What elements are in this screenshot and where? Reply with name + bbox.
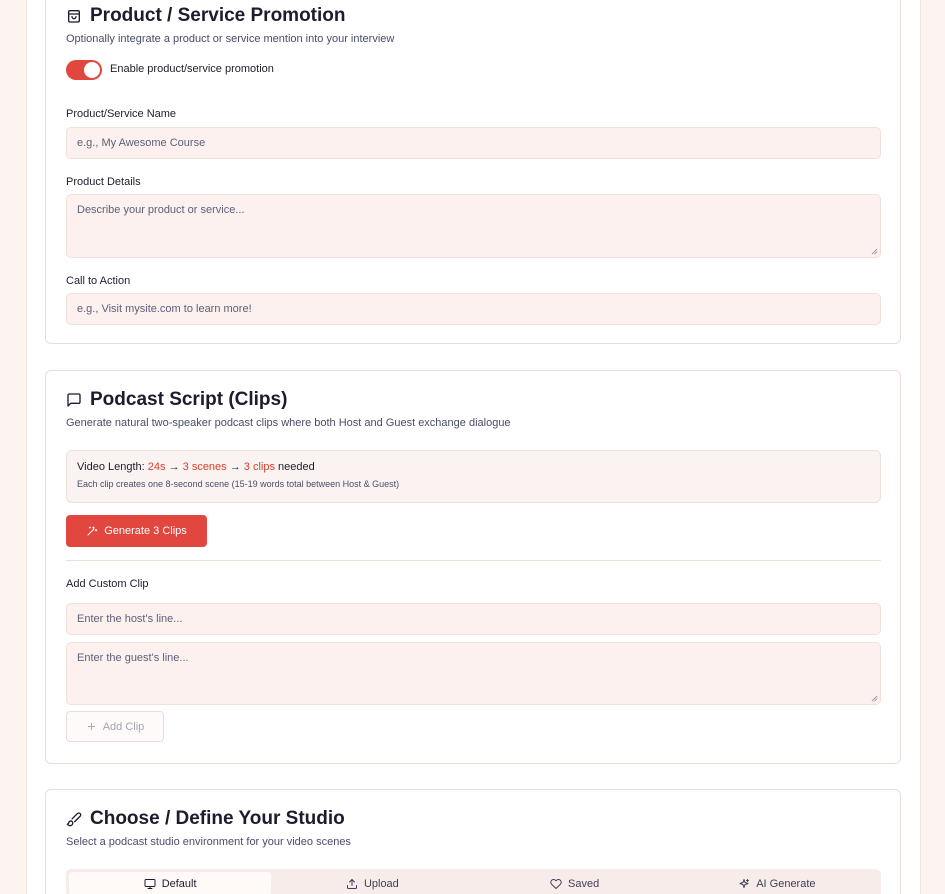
studio-subtitle: Select a podcast studio environment for your video scenes: [66, 836, 351, 848]
promotion-title-text: Product / Service Promotion: [90, 5, 346, 26]
arrow-2: →: [229, 461, 241, 473]
monitor-icon: [144, 878, 156, 890]
tab-ai-generate[interactable]: [676, 872, 878, 894]
product-details-label: Product Details: [66, 176, 141, 188]
product-name-placeholder: e.g., My Awesome Course: [77, 137, 206, 149]
brush-icon: [66, 811, 82, 827]
divider: [66, 560, 881, 561]
studio-tabs: [66, 869, 881, 894]
tab-saved-label: Saved: [568, 878, 600, 890]
plus-icon: [86, 721, 97, 732]
generate-clips-label: Generate 3 Clips: [104, 525, 187, 537]
add-clip-button[interactable]: [66, 711, 164, 742]
needed-text: needed: [278, 461, 315, 473]
resize-handle-icon[interactable]: [871, 248, 878, 255]
script-title: [66, 389, 287, 411]
video-length-value: 24s: [147, 461, 166, 473]
promotion-toggle[interactable]: [66, 60, 102, 80]
guest-line-placeholder: Enter the guest's line...: [77, 652, 189, 664]
add-clip-label: Add Clip: [102, 720, 145, 733]
message-square-icon: [66, 392, 82, 408]
generate-clips-button[interactable]: [66, 515, 207, 547]
sparkles-icon: [738, 878, 750, 890]
toggle-knob: [84, 62, 100, 78]
host-line-input[interactable]: [66, 603, 881, 635]
cta-label: Call to Action: [66, 275, 131, 287]
tab-default-label: Default: [161, 878, 197, 890]
tab-upload-label: Upload: [363, 878, 399, 890]
studio-title: [66, 808, 345, 830]
promotion-subtitle: Optionally integrate a product or service mention into your interview: [66, 33, 395, 45]
studio-card: [45, 789, 901, 894]
tab-upload[interactable]: [271, 872, 473, 894]
tab-ai-generate-label: AI Generate: [756, 878, 816, 890]
script-card: [45, 370, 901, 764]
product-name-input[interactable]: [66, 127, 881, 159]
promotion-title: [66, 5, 346, 27]
video-length-label: Video Length:: [77, 461, 145, 473]
product-details-textarea[interactable]: [66, 194, 881, 258]
video-length-info: [66, 450, 881, 503]
heart-icon: [550, 878, 562, 890]
promotion-toggle-label: Enable product/service promotion: [110, 63, 274, 75]
video-length-line: [77, 461, 315, 473]
cta-placeholder: e.g., Visit mysite.com to learn more!: [77, 303, 252, 315]
clip-note: Each clip creates one 8-second scene (15-19 words total between Host & Guest): [77, 479, 400, 489]
product-details-placeholder: Describe your product or service...: [77, 204, 245, 216]
wand-icon: [86, 525, 98, 537]
host-line-placeholder: Enter the host's line...: [77, 613, 183, 625]
custom-clip-label: Add Custom Clip: [66, 578, 149, 590]
shopping-bag-icon: [66, 8, 82, 24]
promotion-card: [45, 0, 901, 344]
scenes-count: 3 scenes: [182, 461, 227, 473]
tab-default[interactable]: [69, 872, 271, 894]
clips-count: 3 clips: [243, 461, 275, 473]
guest-line-textarea[interactable]: [66, 642, 881, 705]
upload-icon: [346, 878, 358, 890]
script-subtitle: Generate natural two-speaker podcast clips where both Host and Guest exchange dialogue: [66, 417, 511, 429]
script-title-text: Podcast Script (Clips): [90, 389, 288, 410]
resize-handle-icon[interactable]: [871, 695, 878, 702]
studio-title-text: Choose / Define Your Studio: [90, 808, 345, 829]
tab-saved[interactable]: [474, 872, 676, 894]
cta-input[interactable]: [66, 293, 881, 325]
arrow-1: →: [168, 461, 180, 473]
product-name-label: Product/Service Name: [66, 108, 177, 120]
